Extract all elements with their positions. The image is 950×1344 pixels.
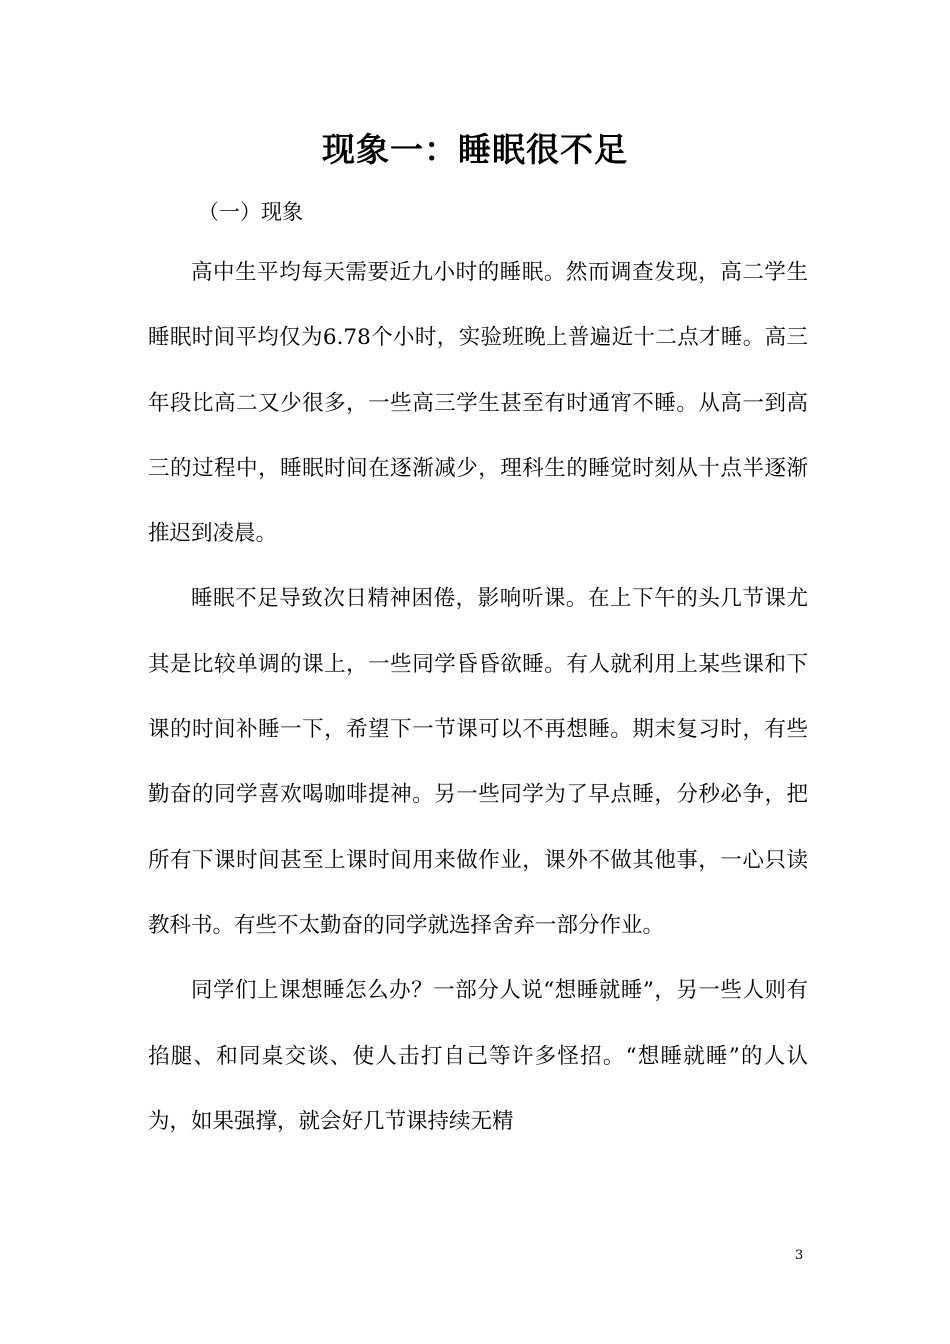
body-text — [148, 240, 808, 1154]
page-number: 3 — [795, 1248, 804, 1263]
paragraph-sleep-survey: 高中生平均每天需要近九小时的睡眠。然而调查发现，高二学生睡眠时间平均仅为6.78个小时，实验班晚上普遍近十二点才睡。高三年段比高二又少很多，一些高三学生甚至有时通宵不睡。从高一到高三的过程中，睡眠时间在逐渐减少，理科生的睡觉时刻从十点半逐渐推迟到凌晨。 — [148, 260, 808, 547]
section-subheading: （一）现象 — [198, 200, 303, 224]
paragraph-class-drowsiness: 同学们上课想睡怎么办？一部分人说“想睡就睡”，另一些人则有掐腿、和同桌交谈、使人击打自己等许多怪招。“想睡就睡”的人认为，如果强撑，就会好几节课持续无精 — [148, 978, 808, 1134]
page-title: 现象一：睡眠很不足 — [322, 130, 628, 169]
paragraph-sleep-effects: 睡眠不足导致次日精神困倦，影响听课。在上下午的头几节课尤其是比较单调的课上，一些同学昏昏欲睡。有人就利用上某些课和下课的时间补睡一下，希望下一节课可以不再想睡。期末复习时，有些勤奋的同学喜欢喝咖啡提神。另一些同学为了早点睡，分秒必争，把所有下课时间甚至上课时间用来做作业，课外不做其他事，一心只读教科书。有些不太勤奋的同学就选择舍弃一部分作业。 — [148, 586, 808, 938]
